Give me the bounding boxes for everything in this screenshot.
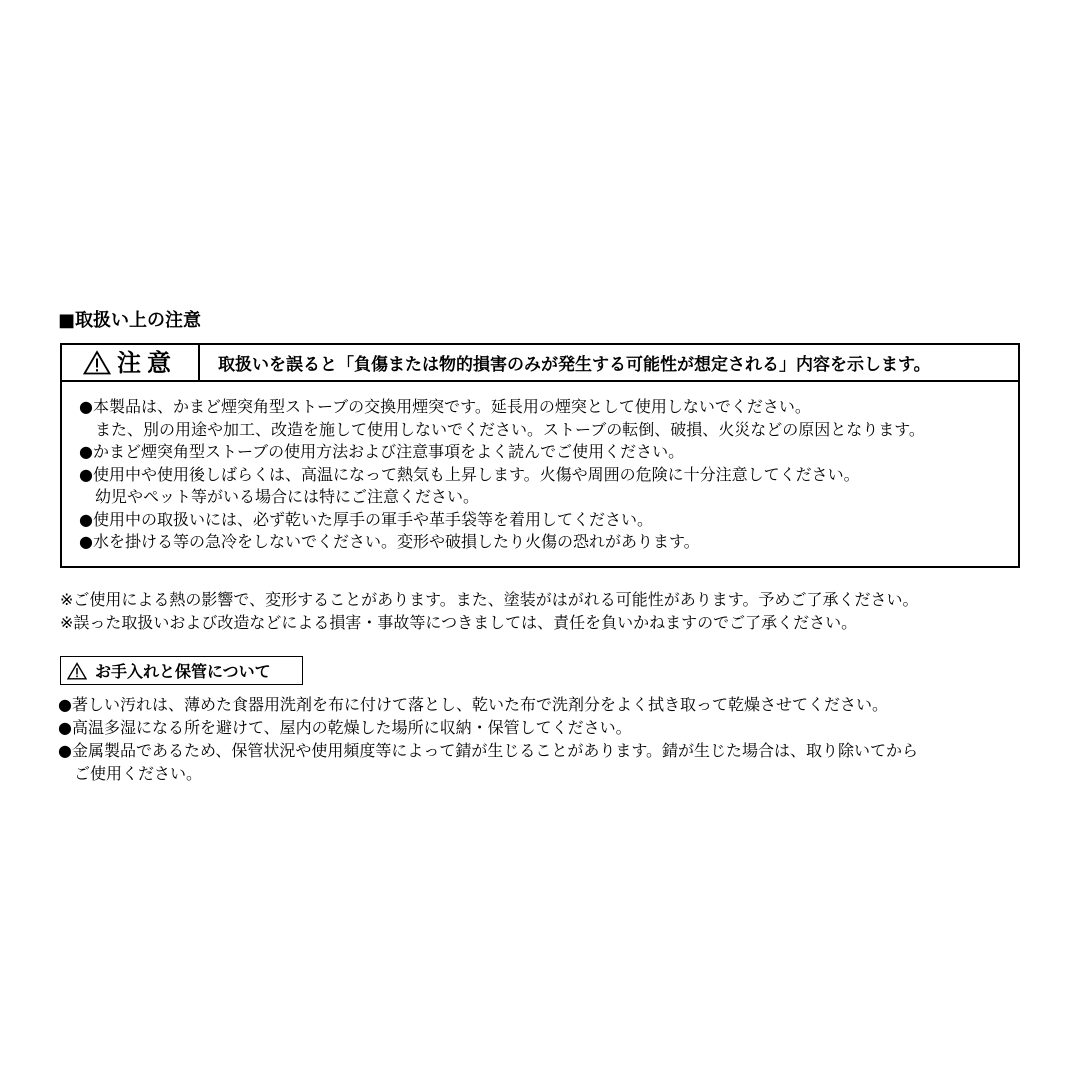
care-item-text: ●金属製品であるため、保管状況や使用頻度等によって錆が生じることがあります。錆が生じた場合は、取り除いてから xyxy=(58,741,919,760)
care-item xyxy=(58,739,918,785)
caution-item xyxy=(79,509,1018,532)
note-line: ※ご使用による熱の影響で、変形することがあります。また、塗装がはがれる可能性があります。予めご了承ください。 xyxy=(60,590,919,609)
caution-label xyxy=(62,345,200,380)
warning-triangle-icon xyxy=(67,662,87,680)
care-item-text: ●高温多湿になる所を避けて、屋内の乾燥した場所に収納・保管してください。 xyxy=(58,718,632,737)
caution-item xyxy=(79,396,1018,441)
note-line: ※誤った取扱いおよび改造などによる損害・事故等につきましては、責任を負いかねますのでご了承ください。 xyxy=(60,613,858,632)
caution-label-text: 注意 xyxy=(117,348,177,377)
caution-item xyxy=(79,441,1018,464)
caution-box xyxy=(60,343,1020,568)
care-list xyxy=(58,693,918,785)
care-item xyxy=(58,716,918,739)
caution-item-text: ●水を掛ける等の急冷をしないでください。変形や破損したり火傷の恐れがあります。 xyxy=(79,532,700,551)
care-heading xyxy=(60,656,303,685)
section-heading: ■取扱い上の注意 xyxy=(58,310,202,331)
caution-item xyxy=(79,531,1018,554)
care-item-text: ●著しい汚れは、薄めた食器用洗剤を布に付けて落とし、乾いた布で洗剤分をよく拭き取って乾燥させてください。 xyxy=(58,695,888,714)
caution-item-continuation: 幼児やペット等がいる場合には特にご注意ください。 xyxy=(95,487,480,506)
warning-triangle-icon xyxy=(83,350,111,375)
caution-item-text: ●使用中の取扱いには、必ず乾いた厚手の軍手や革手袋等を着用してください。 xyxy=(79,509,653,529)
caution-item-continuation: また、別の用途や加工、改造を施して使用しないでください。ストーブの転倒、破損、火災などの原因となります。 xyxy=(95,419,925,439)
caution-item-text: ●本製品は、かまど煙突角型ストーブの交換用煙突です。延長用の煙突として使用しないでください。 xyxy=(79,397,811,416)
caution-item xyxy=(79,464,1018,509)
caution-list xyxy=(62,382,1018,554)
care-heading-text: お手入れと保管について xyxy=(95,662,271,681)
caution-item-text: ●かまど煙突角型ストーブの使用方法および注意事項をよく読んでご使用ください。 xyxy=(79,442,685,461)
caution-header xyxy=(62,345,1018,382)
notes xyxy=(60,588,919,634)
caution-item-text: ●使用中や使用後しばらくは、高温になって熱気も上昇します。火傷や周囲の危険に十分注意してください。 xyxy=(79,464,860,484)
caution-description: 取扱いを誤ると「負傷または物的損害のみが発生する可能性が想定される」内容を示します。 xyxy=(218,355,931,375)
care-item-continuation: ご使用ください。 xyxy=(74,764,203,783)
care-item xyxy=(58,693,918,716)
